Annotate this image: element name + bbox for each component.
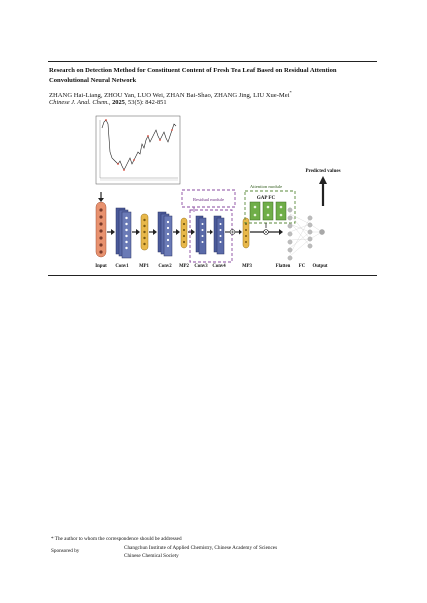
journal-name: Chinese J. Anal. Chem. bbox=[49, 99, 109, 106]
label-input: Input bbox=[95, 264, 107, 269]
article-title: Research on Detection Method for Constituent Content of Fresh Tea Leaf Based on Residual Attention Convolutional Neural Network bbox=[49, 67, 337, 84]
label-mp1: MP1 bbox=[139, 264, 149, 269]
label-conv1: Conv1 bbox=[115, 264, 129, 269]
mp2-block bbox=[181, 218, 187, 248]
spectrum-inset bbox=[96, 116, 180, 184]
sponsor-item: Chinese Chemical Society bbox=[124, 552, 179, 559]
gap-fc-label: GAP FC bbox=[256, 196, 276, 201]
predicted-values-label: Predicted values bbox=[305, 169, 341, 174]
conv2-block bbox=[158, 212, 172, 256]
journal-volume-pages: , 53(5): 842-851 bbox=[124, 99, 167, 106]
sponsored-by-label: Sponsored by bbox=[51, 548, 80, 554]
graphical-abstract-figure bbox=[90, 114, 360, 269]
mp1-block bbox=[141, 214, 148, 250]
top-rule bbox=[48, 61, 377, 62]
residual-label: Residual module bbox=[192, 197, 225, 202]
conv4-block bbox=[214, 216, 224, 254]
correspondence-footnote: * The author to whom the correspondence should be addressed bbox=[51, 536, 182, 542]
label-flatten: Flatten bbox=[275, 264, 291, 269]
label-conv4: Conv4 bbox=[212, 264, 226, 269]
figure-bottom-rule bbox=[48, 275, 377, 276]
attention-label: Attention module bbox=[249, 184, 283, 189]
label-mp3: MP3 bbox=[242, 264, 252, 269]
authors-text: ZHANG Hai-Liang, ZHOU Yan, LUO Wei, ZHAN Bai-Shao, ZHANG Jing, LIU Xue-Mei bbox=[49, 92, 290, 99]
input-layer bbox=[96, 192, 106, 257]
mp3-block bbox=[243, 218, 249, 248]
residual-module bbox=[182, 190, 235, 262]
arrow-up-icon bbox=[319, 176, 327, 184]
label-conv3: Conv3 bbox=[194, 264, 208, 269]
label-output: Output bbox=[312, 264, 328, 269]
sponsor-item: Changchun Institute of Applied Chemistry, Chinese Academy of Sciences bbox=[124, 545, 278, 551]
journal-year: 2025 bbox=[112, 99, 125, 106]
fc-network bbox=[290, 214, 322, 256]
conv1-block bbox=[116, 208, 131, 258]
sponsor-list bbox=[124, 545, 277, 560]
label-conv2: Conv2 bbox=[158, 264, 172, 269]
label-fc: FC bbox=[298, 264, 306, 269]
conv3-block bbox=[196, 216, 206, 254]
label-mp2: MP2 bbox=[179, 264, 189, 269]
attention-module bbox=[245, 184, 295, 234]
corresponding-mark: * bbox=[289, 90, 292, 95]
journal-citation: Chinese J. Anal. Chem., 2025, 53(5): 842-851 bbox=[49, 99, 167, 106]
